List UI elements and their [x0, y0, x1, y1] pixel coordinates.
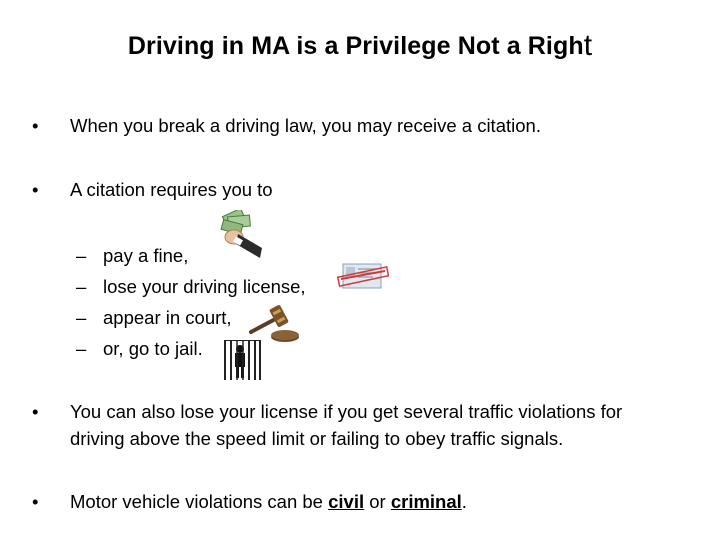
criminal-term: criminal: [390, 491, 462, 512]
bullet-text: [70, 398, 622, 452]
bullet-dot: •: [32, 401, 39, 422]
bullet-dot: •: [32, 491, 39, 512]
gavel-icon: [247, 304, 302, 344]
bullet-text-end: .: [461, 491, 467, 512]
sub-item-jail: [76, 335, 203, 362]
sub-text: appear in court,: [103, 307, 232, 328]
bullet-text-mid: or: [364, 491, 391, 512]
bullet-text: When you break a driving law, you may receive a citation.: [70, 115, 541, 136]
bullet-requires: [32, 176, 273, 203]
money-hand-icon: [218, 210, 266, 260]
sub-text: lose your driving license,: [103, 276, 306, 297]
bullet-text-pre: Motor vehicle violations can be: [70, 491, 329, 512]
sub-dash: –: [76, 307, 87, 328]
sub-text: or, go to jail.: [103, 338, 203, 359]
bullet-text: [70, 488, 467, 515]
bullet-dot: •: [32, 179, 39, 200]
bullet-text-line2: driving above the speed limit or failing to obey traffic signals.: [70, 428, 564, 449]
sub-dash: –: [76, 245, 87, 266]
sub-item-court: [76, 304, 232, 331]
sub-item-fine: [76, 242, 188, 269]
civil-term: civil: [328, 491, 365, 512]
slide-title: [0, 28, 720, 62]
title-main: Driving in MA is a Privilege Not a Righ: [127, 32, 584, 60]
bullet-dot: •: [32, 115, 39, 136]
bullet-text: A citation requires you to: [70, 179, 273, 200]
sub-text: pay a fine,: [103, 245, 189, 266]
suspended-license-icon: [337, 263, 389, 290]
bullet-violations: [32, 488, 467, 515]
sub-item-license: [76, 273, 306, 300]
jail-icon: [222, 340, 262, 380]
sub-dash: –: [76, 338, 87, 359]
sub-dash: –: [76, 276, 87, 297]
bullet-citation: [32, 112, 541, 139]
bullet-text-line1: You can also lose your license if you get several traffic violations for: [70, 401, 623, 422]
bullet-lose-license: [32, 398, 622, 452]
title-tail: t: [583, 29, 593, 62]
